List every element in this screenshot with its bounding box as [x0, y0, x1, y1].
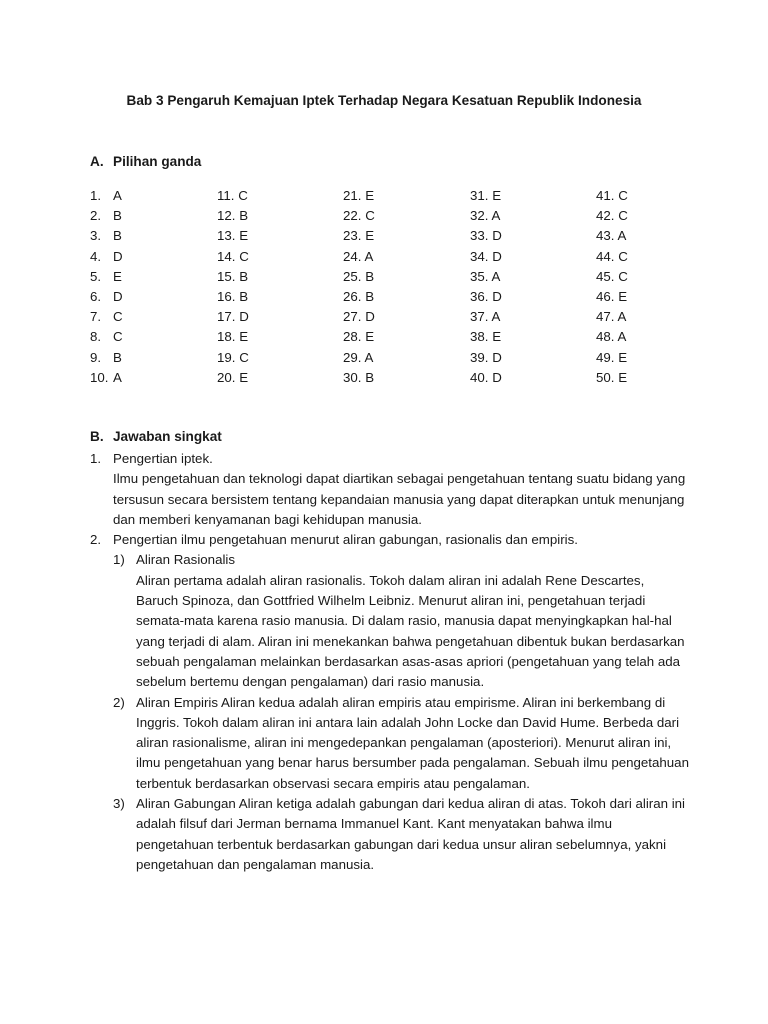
answer-number: 14.: [217, 248, 236, 264]
section-a-title: Pilihan ganda: [113, 154, 202, 169]
answer-choice: E: [618, 349, 628, 365]
answer-item: [470, 226, 596, 246]
answer-number: 37.: [470, 309, 489, 325]
answer-item: [90, 287, 217, 307]
answer-choice: B: [113, 228, 122, 244]
answer-choice: B: [113, 349, 122, 365]
sub-item: [90, 794, 690, 875]
answer-number: 16.: [217, 288, 236, 304]
answer-number: 34.: [470, 248, 489, 264]
answer-number: 9.: [90, 349, 102, 365]
answer-number: 8.: [90, 329, 102, 345]
section-b-heading: [90, 429, 222, 444]
answer-choice: C: [365, 208, 375, 224]
answer-number: 30.: [343, 369, 362, 385]
answer-number: 7.: [90, 309, 102, 325]
answer-choice: D: [492, 349, 502, 365]
answer-number: 6.: [90, 288, 102, 304]
answer-item: [596, 267, 690, 287]
answer-number: 13.: [217, 228, 236, 244]
answer-choice: E: [113, 268, 122, 284]
answer-number: 21.: [343, 188, 362, 203]
answer-item: [90, 267, 217, 287]
answer-number: 36.: [470, 288, 489, 304]
answer-item: [90, 307, 217, 327]
answer-number: 27.: [343, 309, 362, 325]
answer-number: 22.: [343, 208, 362, 224]
answer-item: [470, 287, 596, 307]
answer-choice: D: [365, 309, 375, 325]
answer-number: 32.: [470, 208, 489, 224]
short-answer-item: [90, 530, 690, 550]
answer-choice: C: [618, 208, 628, 224]
item-number: 2.: [90, 532, 102, 548]
answer-choice: E: [492, 188, 502, 203]
answer-item: [343, 206, 470, 226]
answer-item: [343, 327, 470, 347]
answer-choice: D: [492, 369, 502, 385]
answer-choice: C: [618, 248, 628, 264]
answer-item: [217, 287, 343, 307]
answer-item: [596, 327, 690, 347]
section-a-letter: A.: [90, 154, 104, 169]
answer-item: [343, 287, 470, 307]
answer-number: 5.: [90, 268, 102, 284]
answer-number: 35.: [470, 268, 489, 284]
answer-item: [217, 348, 343, 368]
answer-item: [596, 348, 690, 368]
answer-choice: B: [365, 268, 375, 284]
answer-choice: B: [239, 288, 249, 304]
answer-item: [90, 247, 217, 267]
answer-choice: B: [113, 208, 122, 224]
answer-item: [217, 327, 343, 347]
sub-item: [90, 550, 690, 692]
answer-item: [596, 368, 690, 388]
answer-item: [470, 206, 596, 226]
answer-number: 25.: [343, 268, 362, 284]
answer-item: [343, 186, 470, 206]
answer-number: 50.: [596, 369, 615, 385]
answer-choice: A: [491, 208, 501, 224]
answer-choice: E: [618, 288, 628, 304]
answer-item: [596, 307, 690, 327]
answer-item: [470, 307, 596, 327]
answer-number: 38.: [470, 329, 489, 345]
answer-item: [217, 267, 343, 287]
item-number: 1.: [90, 451, 102, 466]
answer-item: [343, 247, 470, 267]
answer-choice: E: [492, 329, 502, 345]
answer-number: 10.: [90, 369, 109, 385]
answer-choice: B: [365, 369, 375, 385]
answer-number: 11.: [217, 188, 235, 203]
answer-choice: C: [239, 349, 249, 365]
sub-item-body: Aliran pertama adalah aliran rasionalis. Tokoh dalam aliran ini adalah Rene Descartes, Baruch Spinoza, dan Gottfried Wilhelm Leibniz. Menurut aliran ini, pengetahuan terjadi semata-mata karena rasio manusia. Di dalam rasio, manusia dapat menyingkapkan hal-hal yang terjadi di alam. Aliran ini menekankan bahwa pengetahuan dibentuk bukan berdasarkan sebuah pengalaman melainkan berdasarkan asas-asas apriori (pengetahuan yang telah ada sebelum bertemu dengan pengalaman) dari rasio manusia.: [136, 572, 685, 690]
answer-item: [90, 327, 217, 347]
answer-number: 43.: [596, 228, 615, 244]
answer-number: 29.: [343, 349, 362, 365]
answer-number: 40.: [470, 369, 489, 385]
answer-number: 44.: [596, 248, 615, 264]
sub-item-body: Aliran Empiris Aliran kedua adalah aliran empiris atau empirisme. Aliran ini berkembang di Inggris. Tokoh dalam aliran ini antara lain adalah John Locke dan David Hume. Berbeda dari aliran rasionalisme, aliran ini mengedepankan pengalaman (aposteriori). Menurut aliran ini, ilmu pengetahuan yang benar harus bersumber pada pengalaman. Sebuah ilmu pengetahuan terbentuk berdasarkan observasi secara empiris atau pengalaman.: [136, 694, 689, 791]
item-title: Pengertian ilmu pengetahuan menurut aliran gabungan, rasionalis dan empiris.: [113, 532, 578, 548]
answer-item: [90, 206, 217, 226]
answer-number: 4.: [90, 248, 102, 264]
answer-choice: C: [238, 188, 248, 203]
answer-item: [343, 267, 470, 287]
section-a-heading: [90, 154, 201, 169]
answer-number: 1.: [90, 188, 102, 203]
sub-item-number: 1): [113, 552, 125, 568]
answer-item: [90, 348, 217, 368]
answer-number: 18.: [217, 329, 236, 345]
answer-choice: C: [618, 268, 628, 284]
short-answer-item: [90, 449, 690, 530]
answer-item: [470, 267, 596, 287]
answer-item: [217, 247, 343, 267]
answer-choice: A: [491, 268, 501, 284]
answer-choice: D: [239, 309, 249, 325]
answer-choice: D: [113, 248, 123, 264]
answer-number: 42.: [596, 208, 615, 224]
sub-item-body: Aliran Gabungan Aliran ketiga adalah gabungan dari kedua aliran di atas. Tokoh dari aliran ini adalah filsuf dari Jerman bernama Immanuel Kant. Kant menyatakan bahwa ilmu pengetahuan terbentuk berdasarkan gabungan dari kedua unsur aliran sebelumnya, yakni pengetahuan dan pengalaman manusia.: [136, 796, 685, 872]
answer-number: 49.: [596, 349, 615, 365]
answer-choice: A: [364, 349, 374, 365]
answer-choice: C: [113, 309, 123, 325]
sub-item: [90, 693, 690, 794]
sub-item-number: 3): [113, 796, 125, 812]
answer-choice: B: [239, 268, 249, 284]
answer-number: 19.: [217, 349, 236, 365]
answer-choice: A: [113, 188, 122, 203]
section-b-letter: B.: [90, 429, 104, 444]
answer-number: 28.: [343, 329, 362, 345]
answer-item: [90, 226, 217, 246]
answer-item: [596, 287, 690, 307]
answer-item: [596, 247, 690, 267]
answer-choice: A: [617, 228, 627, 244]
answer-number: 46.: [596, 288, 615, 304]
answer-item: [343, 348, 470, 368]
answer-number: 39.: [470, 349, 489, 365]
answer-number: 48.: [596, 329, 615, 345]
answer-choice: D: [113, 288, 123, 304]
short-answer-list: [90, 449, 690, 875]
answer-choice: A: [491, 309, 501, 325]
answer-number: 41.: [596, 188, 615, 203]
answer-number: 15.: [217, 268, 236, 284]
answer-item: [470, 348, 596, 368]
answer-choice: C: [618, 188, 628, 203]
answer-choice: A: [113, 369, 122, 385]
answer-number: 12.: [217, 208, 236, 224]
answer-choice: D: [492, 228, 502, 244]
answer-item: [596, 206, 690, 226]
answer-choice: A: [364, 248, 374, 264]
answer-item: [217, 186, 343, 206]
answer-item: [470, 327, 596, 347]
answer-item: [217, 226, 343, 246]
section-b-title: Jawaban singkat: [113, 429, 222, 444]
item-title: Pengertian iptek.: [113, 451, 213, 466]
answer-number: 45.: [596, 268, 615, 284]
answer-choice: E: [239, 369, 249, 385]
answer-item: [343, 307, 470, 327]
answer-item: [90, 186, 217, 206]
page-title: Bab 3 Pengaruh Kemajuan Iptek Terhadap Negara Kesatuan Republik Indonesia: [126, 93, 642, 108]
answer-item: [343, 368, 470, 388]
answer-number: 31.: [470, 188, 489, 203]
answer-item: [596, 186, 690, 206]
sub-item-title: Aliran Rasionalis: [136, 552, 236, 568]
answer-item: [217, 206, 343, 226]
answer-item: [343, 226, 470, 246]
answer-number: 47.: [596, 309, 615, 325]
answer-choice: D: [492, 248, 502, 264]
answer-choice: A: [617, 309, 627, 325]
answer-item: [596, 226, 690, 246]
answer-choice: E: [365, 329, 375, 345]
answer-choice: D: [492, 288, 502, 304]
answer-item: [90, 368, 217, 388]
answer-item: [470, 247, 596, 267]
answer-choice: B: [239, 208, 249, 224]
answer-choice: E: [239, 329, 249, 345]
answer-number: 23.: [343, 228, 362, 244]
sub-item-number: 2): [113, 694, 125, 710]
answer-number: 2.: [90, 208, 102, 224]
answer-choice: A: [617, 329, 627, 345]
answer-number: 3.: [90, 228, 102, 244]
answer-choice: C: [113, 329, 123, 345]
item-body: Ilmu pengetahuan dan teknologi dapat diartikan sebagai pengetahuan tentang suatu bidang yang tersusun secara bersistem tentang kepandaian manusia yang dapat diterapkan untuk menunjang dan memberi kenyamanan bagi kehidupan manusia.: [113, 471, 686, 527]
answer-choice: E: [365, 188, 375, 203]
answer-number: 20.: [217, 369, 236, 385]
answer-item: [217, 307, 343, 327]
answer-number: 33.: [470, 228, 489, 244]
answer-item: [217, 368, 343, 388]
answer-number: 17.: [217, 309, 236, 325]
answer-item: [470, 186, 596, 206]
answer-choice: E: [239, 228, 249, 244]
answer-choice: B: [365, 288, 375, 304]
answer-key-grid: [90, 186, 690, 388]
answer-number: 26.: [343, 288, 362, 304]
answer-choice: E: [618, 369, 628, 385]
answer-item: [470, 368, 596, 388]
answer-number: 24.: [343, 248, 362, 264]
answer-choice: C: [239, 248, 249, 264]
answer-choice: E: [365, 228, 375, 244]
